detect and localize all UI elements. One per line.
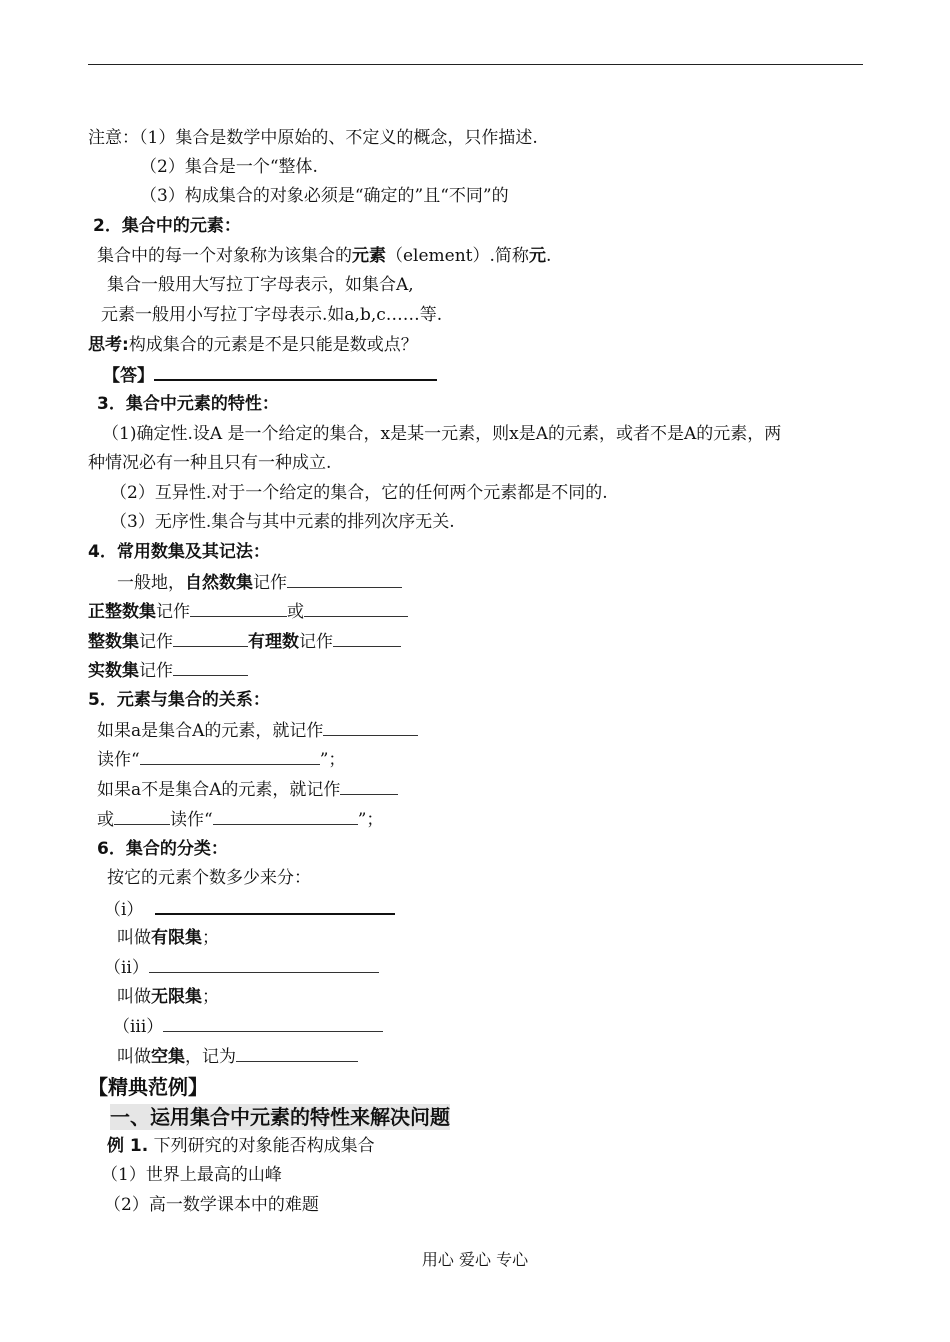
example-q2: （2）高一数学课本中的难题 xyxy=(104,1195,319,1215)
term-finite-set: 有限集 xyxy=(151,928,202,948)
think-line xyxy=(88,334,418,356)
think-label: 思考: xyxy=(88,335,129,355)
text: 记作 xyxy=(139,632,173,652)
note-2: （2）集合是一个“整体. xyxy=(140,157,318,177)
natural-numbers-line xyxy=(117,571,402,594)
text: 集合中的每一个对象称为该集合的 xyxy=(97,246,352,266)
term-infinite-set: 无限集 xyxy=(151,987,202,1007)
term-integers: 整数集 xyxy=(88,632,139,652)
term-empty-set: 空集 xyxy=(151,1047,185,1067)
not-belongs-blank[interactable] xyxy=(340,778,398,795)
not-belongs-line xyxy=(97,778,398,801)
text: ； xyxy=(202,987,219,1007)
note-3: （3）构成集合的对象必须是“确定的”且“不同”的 xyxy=(140,186,509,206)
text: ，记为 xyxy=(185,1047,236,1067)
belongs-line xyxy=(97,719,418,742)
text: 叫做 xyxy=(117,1047,151,1067)
belongs-blank[interactable] xyxy=(323,719,418,736)
reals-line xyxy=(88,659,248,682)
property-2: （2）互异性.对于一个给定的集合，它的任何两个元素都是不同的. xyxy=(110,483,608,503)
section-3-heading: 3．集合中元素的特性： xyxy=(97,394,279,414)
not-belongs-alt-blank[interactable] xyxy=(114,808,170,825)
text: 或 xyxy=(97,810,114,830)
example-label: 例 1. xyxy=(107,1136,149,1156)
empty-set-blank[interactable] xyxy=(236,1045,358,1062)
text: ； xyxy=(202,928,219,948)
section-2-heading: 2．集合中的元素： xyxy=(93,216,241,236)
term-element: 元素 xyxy=(352,246,386,266)
belongs-read-blank[interactable] xyxy=(140,748,320,765)
text: 记作 xyxy=(253,573,287,593)
text: （i） xyxy=(104,900,144,920)
positive-integers-blank-2[interactable] xyxy=(304,600,408,617)
classification-intro: 按它的元素个数多少来分： xyxy=(107,868,311,888)
answer-line xyxy=(103,363,437,387)
class-i-line xyxy=(104,897,395,921)
term-natural-numbers: 自然数集 xyxy=(185,573,253,593)
class-ii-line xyxy=(104,956,379,979)
belongs-read-line xyxy=(97,748,345,771)
text: 记作 xyxy=(156,602,190,622)
answer-label: 【答】 xyxy=(103,366,154,386)
text: （element）.简称 xyxy=(386,246,529,266)
example-1-line xyxy=(107,1135,375,1157)
text: 叫做 xyxy=(117,928,151,948)
term-reals: 实数集 xyxy=(88,661,139,681)
think-text: 构成集合的元素是不是只能是数或点？ xyxy=(128,335,418,355)
not-belongs-read-line xyxy=(97,808,383,831)
rationals-blank[interactable] xyxy=(333,630,401,647)
integers-rationals-line xyxy=(88,630,401,653)
natural-numbers-blank[interactable] xyxy=(287,571,402,588)
positive-integers-blank-1[interactable] xyxy=(190,600,287,617)
finite-set-line xyxy=(117,927,219,949)
notes-label: 注意： xyxy=(88,128,139,148)
text: （iii） xyxy=(113,1017,164,1037)
text: 如果a是集合A的元素，就记作 xyxy=(97,721,324,741)
example-q1: （1）世界上最高的山峰 xyxy=(101,1165,282,1185)
header-rule xyxy=(88,64,863,65)
class-iii-line xyxy=(113,1015,383,1038)
text: ”； xyxy=(319,750,346,770)
text: （ii） xyxy=(104,958,149,978)
class-i-blank[interactable] xyxy=(155,897,395,915)
text: . xyxy=(545,246,552,266)
text: ”； xyxy=(357,810,384,830)
infinite-set-line xyxy=(117,986,219,1008)
term-yuan: 元 xyxy=(528,246,546,266)
text: 记作 xyxy=(299,632,333,652)
text: 或 xyxy=(287,602,304,622)
section-5-heading: 5．元素与集合的关系： xyxy=(88,690,270,710)
positive-integers-line xyxy=(88,600,408,623)
term-rationals: 有理数 xyxy=(248,632,299,652)
section-4-heading: 4．常用数集及其记法： xyxy=(88,542,270,562)
not-belongs-read-blank[interactable] xyxy=(213,808,358,825)
text: 一般地， xyxy=(117,573,185,593)
page-footer: 用心 爱心 专心 xyxy=(421,1250,529,1269)
property-1b: 种情况必有一种且只有一种成立. xyxy=(88,453,332,473)
text: 记作 xyxy=(139,661,173,681)
examples-subheading: 一、运用集合中元素的特性来解决问题 xyxy=(110,1105,450,1129)
class-iii-blank[interactable] xyxy=(163,1015,383,1032)
set-notation-line: 集合一般用大写拉丁字母表示，如集合A, xyxy=(107,275,414,295)
notes-line-1 xyxy=(88,127,538,149)
term-positive-integers: 正整数集 xyxy=(88,602,156,622)
section-6-heading: 6．集合的分类： xyxy=(97,839,228,859)
text: 读作“ xyxy=(170,810,213,830)
examples-heading: 【精典范例】 xyxy=(88,1075,208,1099)
element-definition xyxy=(97,245,551,267)
empty-set-line xyxy=(117,1045,358,1068)
integers-blank[interactable] xyxy=(173,630,248,647)
text: 读作“ xyxy=(97,750,140,770)
reals-blank[interactable] xyxy=(173,659,248,676)
element-notation-line: 元素一般用小写拉丁字母表示.如a,b,c……等. xyxy=(101,305,443,325)
property-1a: （1)确定性.设A 是一个给定的集合，x是某一元素，则x是A的元素，或者不是A的元素，两 xyxy=(102,424,782,444)
example-text: 下列研究的对象能否构成集合 xyxy=(153,1136,375,1156)
note-1: （1）集合是数学中原始的、不定义的概念，只作描述. xyxy=(139,128,538,148)
property-3: （3）无序性.集合与其中元素的排列次序无关. xyxy=(110,512,455,532)
text: 如果a不是集合A的元素，就记作 xyxy=(97,780,341,800)
text: 叫做 xyxy=(117,987,151,1007)
class-ii-blank[interactable] xyxy=(149,956,379,973)
answer-blank[interactable] xyxy=(154,363,437,381)
